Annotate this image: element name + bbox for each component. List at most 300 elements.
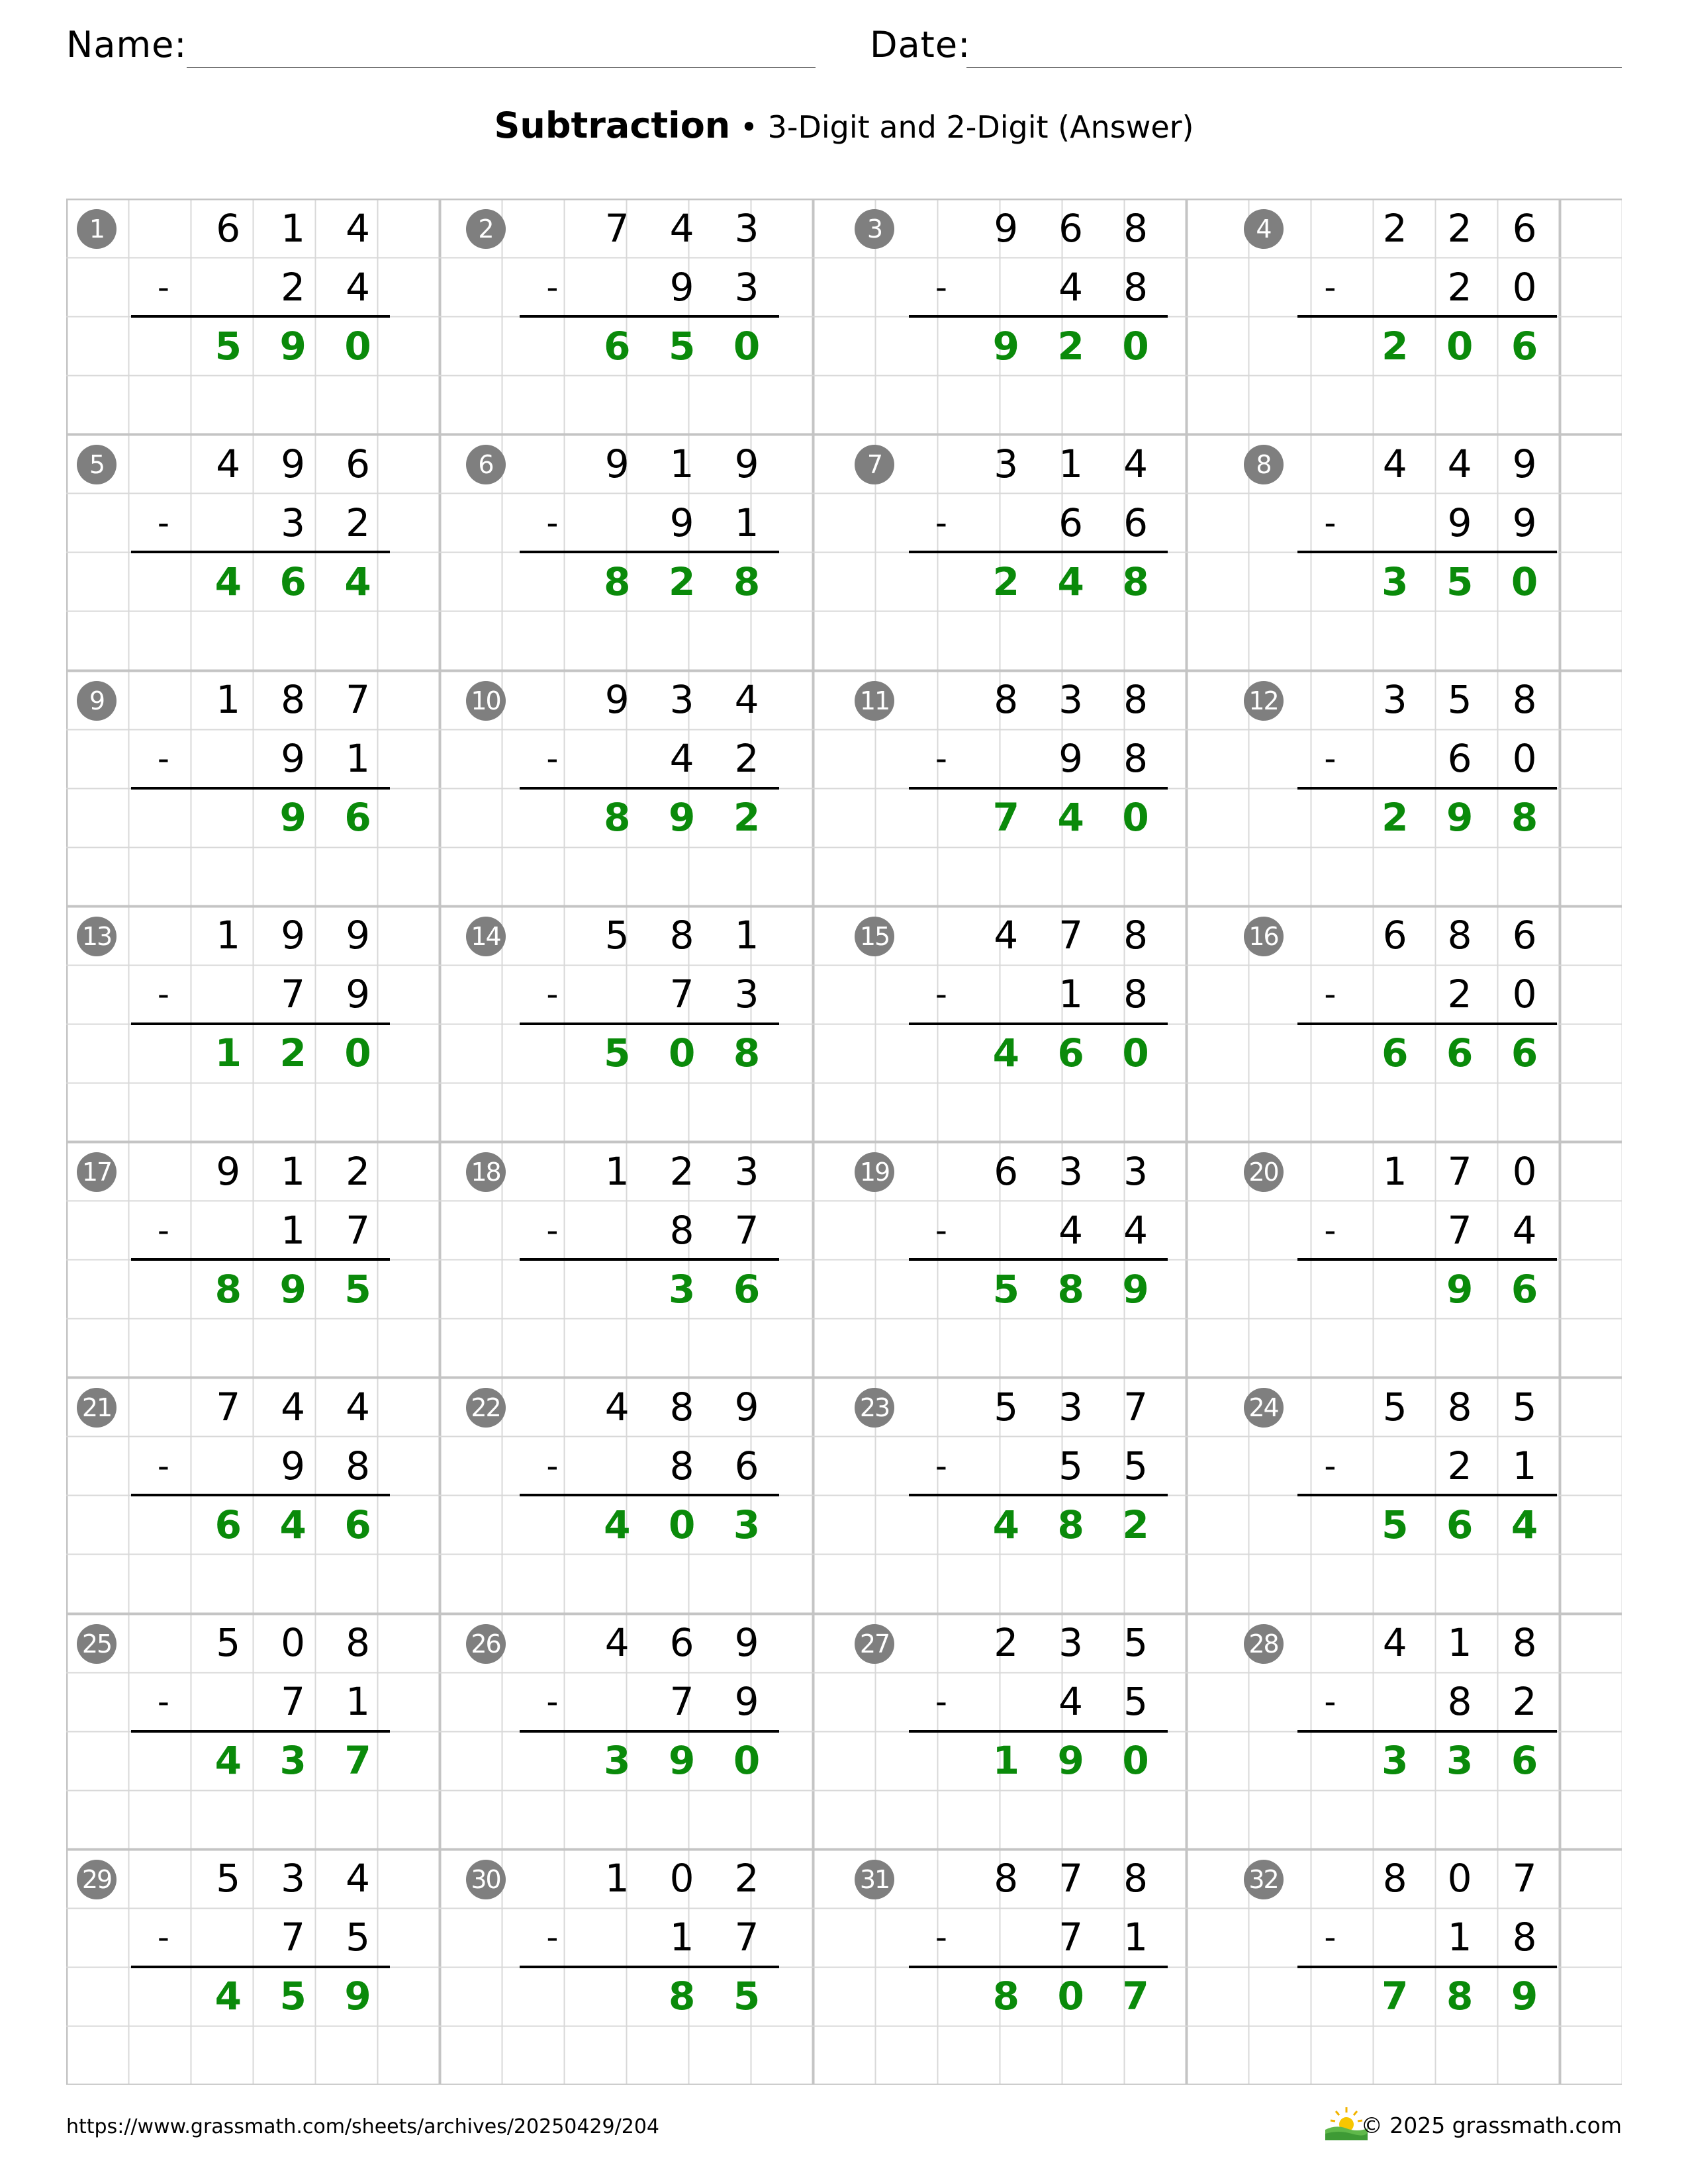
answer-digit: 6 — [1511, 1266, 1538, 1312]
answer-digit: 9 — [668, 1738, 696, 1784]
answer-digit: 0 — [1122, 1738, 1149, 1784]
answer-digit: 7 — [1382, 1974, 1409, 2019]
minuend-digit: 9 — [734, 1620, 759, 1666]
minus-sign: - — [1324, 975, 1336, 1014]
minuend-digit: 8 — [1123, 677, 1148, 723]
problem-block — [66, 1614, 455, 1849]
problem-number-badge: 6 — [466, 445, 506, 484]
minuend-digit: 3 — [1058, 1148, 1084, 1194]
answer-digit: 7 — [344, 1738, 371, 1784]
subtrahend-digit: 7 — [281, 1915, 306, 1960]
answer-rule — [520, 787, 779, 790]
subtrahend-digit: 1 — [346, 736, 370, 782]
subtrahend-digit: 5 — [1058, 1443, 1084, 1488]
answer-digit: 9 — [1122, 1266, 1149, 1312]
minuend-digit: 1 — [604, 1148, 630, 1194]
answer-digit: 8 — [1511, 795, 1538, 841]
problem-block — [844, 670, 1233, 906]
problem-block — [1233, 1142, 1622, 1377]
problem-number-badge: 21 — [77, 1388, 117, 1428]
subtrahend-digit: 8 — [1123, 264, 1148, 310]
answer-rule — [520, 1730, 779, 1733]
problem-number-badge: 13 — [77, 917, 117, 956]
answer-rule — [131, 1966, 391, 1968]
subtrahend-digit: 7 — [281, 972, 306, 1017]
answer-rule — [909, 1966, 1168, 1968]
minuend-digit: 9 — [1512, 441, 1537, 486]
subtrahend-digit: 4 — [1058, 264, 1084, 310]
answer-digit: 0 — [1446, 323, 1474, 369]
minuend-digit: 1 — [669, 441, 694, 486]
name-line[interactable] — [187, 67, 816, 68]
minus-sign: - — [546, 267, 559, 306]
minus-sign: - — [1324, 1446, 1336, 1485]
answer-digit: 6 — [1511, 1030, 1538, 1076]
title-subtitle: • 3-Digit and 2-Digit (Answer) — [730, 109, 1194, 145]
subtrahend-digit: 9 — [1512, 500, 1537, 545]
subtrahend-digit: 2 — [281, 264, 306, 310]
answer-digit: 0 — [733, 323, 761, 369]
minuend-digit: 1 — [281, 1148, 306, 1194]
answer-digit: 5 — [668, 323, 696, 369]
minuend-digit: 8 — [1447, 1384, 1472, 1430]
subtrahend-digit: 2 — [346, 500, 370, 545]
answer-digit: 0 — [344, 1030, 371, 1076]
name-label: Name: — [66, 24, 187, 66]
minuend-digit: 8 — [1123, 205, 1148, 251]
problem-number-badge: 18 — [466, 1152, 506, 1192]
subtrahend-digit: 2 — [1447, 264, 1472, 310]
subtrahend-digit: 8 — [1123, 972, 1148, 1017]
answer-rule — [909, 315, 1168, 318]
answer-digit: 7 — [992, 795, 1019, 841]
answer-rule — [909, 1730, 1168, 1733]
subtrahend-digit: 5 — [1123, 1679, 1148, 1725]
answer-digit: 9 — [1446, 795, 1474, 841]
minuend-digit: 6 — [216, 205, 241, 251]
subtrahend-digit: 9 — [734, 1679, 759, 1725]
answer-rule — [1297, 1494, 1557, 1496]
minuend-digit: 8 — [669, 913, 694, 958]
problem-block — [66, 670, 455, 906]
answer-digit: 8 — [1057, 1502, 1084, 1547]
answer-rule — [1297, 551, 1557, 553]
problem-number-badge: 16 — [1244, 917, 1284, 956]
answer-digit: 6 — [1511, 1738, 1538, 1784]
minuend-digit: 8 — [346, 1620, 370, 1666]
answer-rule — [520, 1023, 779, 1025]
answer-digit: 5 — [279, 1974, 306, 2019]
answer-digit: 4 — [214, 1738, 242, 1784]
answer-digit: 3 — [604, 1738, 631, 1784]
subtrahend-digit: 1 — [1447, 1915, 1472, 1960]
minuend-digit: 8 — [1447, 913, 1472, 958]
minuend-digit: 4 — [604, 1384, 630, 1430]
subtrahend-digit: 0 — [1512, 736, 1537, 782]
answer-digit: 6 — [344, 1502, 371, 1547]
minuend-digit: 3 — [734, 1148, 759, 1194]
problem-number-badge: 31 — [855, 1860, 894, 1899]
answer-rule — [909, 1023, 1168, 1025]
problem-number-badge: 25 — [77, 1624, 117, 1664]
answer-digit: 6 — [1382, 1030, 1409, 1076]
footer-url[interactable]: https://www.grassmath.com/sheets/archives/20250429/204 — [66, 2115, 660, 2138]
minuend-digit: 8 — [1382, 1856, 1407, 1901]
minuend-digit: 4 — [216, 441, 241, 486]
answer-digit: 8 — [604, 559, 631, 604]
problem-block — [66, 1849, 455, 2085]
answer-digit: 1 — [992, 1738, 1019, 1784]
problem-block — [1233, 1377, 1622, 1613]
minuend-digit: 6 — [1058, 205, 1084, 251]
minus-sign: - — [1324, 1918, 1336, 1957]
subtrahend-digit: 8 — [346, 1443, 370, 1488]
answer-digit: 0 — [668, 1030, 696, 1076]
answer-rule — [1297, 315, 1557, 318]
minuend-digit: 5 — [1447, 677, 1472, 723]
problem-number-badge: 17 — [77, 1152, 117, 1192]
answer-digit: 8 — [1057, 1266, 1084, 1312]
answer-digit: 9 — [668, 795, 696, 841]
subtrahend-digit: 1 — [734, 500, 759, 545]
answer-digit: 6 — [344, 795, 371, 841]
minuend-digit: 4 — [281, 1384, 306, 1430]
answer-digit: 2 — [1382, 795, 1409, 841]
minuend-digit: 7 — [1058, 1856, 1084, 1901]
minuend-digit: 3 — [281, 1856, 306, 1901]
answer-digit: 6 — [214, 1502, 242, 1547]
answer-rule — [131, 787, 391, 790]
subtrahend-digit: 8 — [669, 1207, 694, 1253]
subtrahend-digit: 0 — [1512, 972, 1537, 1017]
answer-rule — [1297, 1258, 1557, 1261]
answer-digit: 5 — [733, 1974, 761, 2019]
minuend-digit: 8 — [1512, 677, 1537, 723]
subtrahend-digit: 5 — [1123, 1443, 1148, 1488]
answer-digit: 8 — [992, 1974, 1019, 2019]
problem-number-badge: 29 — [77, 1860, 117, 1899]
answer-digit: 3 — [668, 1266, 696, 1312]
subtrahend-digit: 7 — [734, 1915, 759, 1960]
problem-number-badge: 27 — [855, 1624, 894, 1664]
answer-digit: 9 — [1057, 1738, 1084, 1784]
minus-sign: - — [546, 1446, 559, 1485]
answer-digit: 6 — [733, 1266, 761, 1312]
problem-block — [844, 906, 1233, 1142]
problem-number-badge: 23 — [855, 1388, 894, 1428]
minuend-digit: 3 — [1058, 1620, 1084, 1666]
minus-sign: - — [1324, 1682, 1336, 1721]
minus-sign: - — [935, 1210, 947, 1250]
problem-block — [455, 434, 845, 670]
minus-sign: - — [546, 503, 559, 542]
date-line[interactable] — [966, 67, 1622, 68]
problem-number-badge: 1 — [77, 209, 117, 249]
problem-block — [1233, 906, 1622, 1142]
minuend-digit: 5 — [1123, 1620, 1148, 1666]
problem-number-badge: 19 — [855, 1152, 894, 1192]
problem-number-badge: 14 — [466, 917, 506, 956]
answer-digit: 9 — [1511, 1974, 1538, 2019]
minuend-digit: 8 — [994, 1856, 1019, 1901]
minuend-digit: 3 — [1058, 677, 1084, 723]
answer-digit: 0 — [344, 323, 371, 369]
problem-number-badge: 5 — [77, 445, 117, 484]
answer-digit: 0 — [1057, 1974, 1084, 2019]
subtrahend-digit: 0 — [1512, 264, 1537, 310]
subtrahend-digit: 4 — [1123, 1207, 1148, 1253]
minuend-digit: 4 — [734, 677, 759, 723]
minuend-digit: 8 — [1512, 1620, 1537, 1666]
problem-block — [844, 1377, 1233, 1613]
minuend-digit: 6 — [669, 1620, 694, 1666]
answer-rule — [909, 1258, 1168, 1261]
minuend-digit: 7 — [346, 677, 370, 723]
problem-number-badge: 8 — [1244, 445, 1284, 484]
subtrahend-digit: 1 — [1058, 972, 1084, 1017]
answer-digit: 4 — [992, 1030, 1019, 1076]
answer-digit: 5 — [1382, 1502, 1409, 1547]
answer-digit: 9 — [279, 1266, 306, 1312]
answer-digit: 0 — [1122, 795, 1149, 841]
problem-block — [66, 434, 455, 670]
answer-digit: 8 — [733, 559, 761, 604]
subtrahend-digit: 8 — [1447, 1679, 1472, 1725]
answer-digit: 6 — [279, 559, 306, 604]
answer-digit: 3 — [1446, 1738, 1474, 1784]
problem-block — [1233, 434, 1622, 670]
subtrahend-digit: 6 — [1058, 500, 1084, 545]
problem-block — [844, 1849, 1233, 2085]
minuend-digit: 3 — [1058, 1384, 1084, 1430]
minuend-digit: 9 — [604, 677, 630, 723]
minuend-digit: 2 — [994, 1620, 1019, 1666]
subtrahend-digit: 4 — [1058, 1679, 1084, 1725]
title-main: Subtraction — [494, 105, 731, 146]
minuend-digit: 2 — [1447, 205, 1472, 251]
worksheet-grid — [66, 199, 1622, 2085]
subtrahend-digit: 2 — [1512, 1679, 1537, 1725]
answer-digit: 0 — [1511, 559, 1538, 604]
problem-number-badge: 9 — [77, 681, 117, 721]
minuend-digit: 4 — [1447, 441, 1472, 486]
answer-digit: 8 — [668, 1974, 696, 2019]
problem-block — [844, 1614, 1233, 1849]
minuend-digit: 0 — [669, 1856, 694, 1901]
subtrahend-digit: 3 — [734, 264, 759, 310]
answer-digit: 3 — [1382, 1738, 1409, 1784]
minus-sign: - — [935, 1918, 947, 1957]
subtrahend-digit: 2 — [734, 736, 759, 782]
minuend-digit: 2 — [1382, 205, 1407, 251]
subtrahend-digit: 9 — [281, 1443, 306, 1488]
minus-sign: - — [157, 1918, 169, 1957]
answer-digit: 4 — [992, 1502, 1019, 1547]
answer-digit: 5 — [344, 1266, 371, 1312]
minus-sign: - — [546, 1682, 559, 1721]
minuend-digit: 9 — [604, 441, 630, 486]
minuend-digit: 6 — [346, 441, 370, 486]
answer-digit: 7 — [1122, 1974, 1149, 2019]
minuend-digit: 1 — [734, 913, 759, 958]
answer-digit: 5 — [992, 1266, 1019, 1312]
answer-rule — [131, 315, 391, 318]
subtrahend-digit: 7 — [1058, 1915, 1084, 1960]
subtrahend-digit: 9 — [669, 500, 694, 545]
answer-digit: 3 — [279, 1738, 306, 1784]
answer-digit: 4 — [1057, 559, 1084, 604]
answer-rule — [909, 551, 1168, 553]
answer-digit: 1 — [214, 1030, 242, 1076]
answer-digit: 6 — [604, 323, 631, 369]
subtrahend-digit: 4 — [346, 264, 370, 310]
subtrahend-digit: 5 — [346, 1915, 370, 1960]
subtrahend-digit: 3 — [281, 500, 306, 545]
subtrahend-digit: 3 — [734, 972, 759, 1017]
minus-sign: - — [546, 1210, 559, 1250]
minuend-digit: 4 — [346, 1384, 370, 1430]
minus-sign: - — [157, 267, 169, 306]
answer-digit: 9 — [279, 323, 306, 369]
subtrahend-digit: 6 — [1123, 500, 1148, 545]
minuend-digit: 5 — [1382, 1384, 1407, 1430]
minuend-digit: 4 — [1123, 441, 1148, 486]
subtrahend-digit: 7 — [734, 1207, 759, 1253]
minuend-digit: 8 — [994, 677, 1019, 723]
minuend-digit: 5 — [1512, 1384, 1537, 1430]
minuend-digit: 1 — [281, 205, 306, 251]
problem-number-badge: 20 — [1244, 1152, 1284, 1192]
subtrahend-digit: 6 — [1447, 736, 1472, 782]
minuend-digit: 3 — [1382, 677, 1407, 723]
minuend-digit: 1 — [1447, 1620, 1472, 1666]
problem-number-badge: 4 — [1244, 209, 1284, 249]
subtrahend-digit: 6 — [734, 1443, 759, 1488]
minuend-digit: 4 — [1382, 1620, 1407, 1666]
subtrahend-digit: 7 — [669, 1679, 694, 1725]
answer-rule — [1297, 1023, 1557, 1025]
problem-block — [66, 199, 455, 434]
minuend-digit: 7 — [1123, 1384, 1148, 1430]
minuend-digit: 5 — [994, 1384, 1019, 1430]
problem-number-badge: 7 — [855, 445, 894, 484]
problem-block — [1233, 1614, 1622, 1849]
minuend-digit: 9 — [734, 1384, 759, 1430]
subtrahend-digit: 1 — [346, 1679, 370, 1725]
subtrahend-digit: 8 — [669, 1443, 694, 1488]
problem-number-badge: 3 — [855, 209, 894, 249]
minuend-digit: 1 — [1382, 1148, 1407, 1194]
problem-number-badge: 15 — [855, 917, 894, 956]
problem-number-badge: 26 — [466, 1624, 506, 1664]
problem-block — [455, 199, 845, 434]
answer-digit: 2 — [279, 1030, 306, 1076]
problem-block — [66, 906, 455, 1142]
problem-number-badge: 2 — [466, 209, 506, 249]
minus-sign: - — [935, 739, 947, 778]
problem-block — [455, 906, 845, 1142]
answer-rule — [131, 1258, 391, 1261]
minuend-digit: 0 — [1447, 1856, 1472, 1901]
minuend-digit: 4 — [604, 1620, 630, 1666]
minuend-digit: 5 — [604, 913, 630, 958]
problem-block — [844, 1142, 1233, 1377]
minus-sign: - — [157, 1210, 169, 1250]
minuend-digit: 3 — [994, 441, 1019, 486]
subtrahend-digit: 1 — [1123, 1915, 1148, 1960]
problem-number-badge: 10 — [466, 681, 506, 721]
answer-digit: 5 — [604, 1030, 631, 1076]
answer-digit: 8 — [1122, 559, 1149, 604]
minuend-digit: 2 — [734, 1856, 759, 1901]
problem-block — [1233, 670, 1622, 906]
subtrahend-digit: 8 — [1123, 736, 1148, 782]
minuend-digit: 4 — [1382, 441, 1407, 486]
answer-digit: 2 — [1122, 1502, 1149, 1547]
answer-digit: 0 — [1122, 1030, 1149, 1076]
subtrahend-digit: 4 — [1512, 1207, 1537, 1253]
problem-block — [844, 434, 1233, 670]
minuend-digit: 7 — [1058, 913, 1084, 958]
minuend-digit: 8 — [1123, 913, 1148, 958]
answer-digit: 9 — [992, 323, 1019, 369]
minuend-digit: 9 — [346, 913, 370, 958]
problem-block — [455, 1377, 845, 1613]
minuend-digit: 9 — [281, 913, 306, 958]
subtrahend-digit: 7 — [346, 1207, 370, 1253]
answer-digit: 2 — [733, 795, 761, 841]
minuend-digit: 4 — [669, 205, 694, 251]
minus-sign: - — [935, 1682, 947, 1721]
answer-rule — [131, 551, 391, 553]
minuend-digit: 7 — [216, 1384, 241, 1430]
subtrahend-digit: 4 — [669, 736, 694, 782]
subtrahend-digit: 1 — [669, 1915, 694, 1960]
answer-digit: 8 — [733, 1030, 761, 1076]
answer-rule — [1297, 787, 1557, 790]
minus-sign: - — [935, 267, 947, 306]
answer-digit: 2 — [992, 559, 1019, 604]
problem-number-badge: 30 — [466, 1860, 506, 1899]
minus-sign: - — [157, 1446, 169, 1485]
footer-copyright: © 2025 grassmath.com — [1360, 2113, 1622, 2138]
answer-digit: 8 — [1446, 1974, 1474, 2019]
minus-sign: - — [935, 503, 947, 542]
problem-number-badge: 24 — [1244, 1388, 1284, 1428]
problem-block — [455, 1849, 845, 2085]
minuend-digit: 3 — [669, 677, 694, 723]
minuend-digit: 3 — [734, 205, 759, 251]
answer-digit: 6 — [1446, 1502, 1474, 1547]
answer-digit: 2 — [1057, 323, 1084, 369]
problem-block — [455, 1142, 845, 1377]
answer-digit: 6 — [1446, 1030, 1474, 1076]
minuend-digit: 8 — [281, 677, 306, 723]
subtrahend-digit: 4 — [1058, 1207, 1084, 1253]
subtrahend-digit: 9 — [281, 736, 306, 782]
minuend-digit: 5 — [216, 1856, 241, 1901]
minuend-digit: 6 — [1512, 913, 1537, 958]
minuend-digit: 2 — [669, 1148, 694, 1194]
minuend-digit: 0 — [281, 1620, 306, 1666]
minuend-digit: 9 — [281, 441, 306, 486]
minuend-digit: 4 — [346, 205, 370, 251]
minuend-digit: 6 — [1382, 913, 1407, 958]
subtrahend-digit: 7 — [1447, 1207, 1472, 1253]
minus-sign: - — [157, 739, 169, 778]
minuend-digit: 3 — [1123, 1148, 1148, 1194]
minuend-digit: 2 — [346, 1148, 370, 1194]
